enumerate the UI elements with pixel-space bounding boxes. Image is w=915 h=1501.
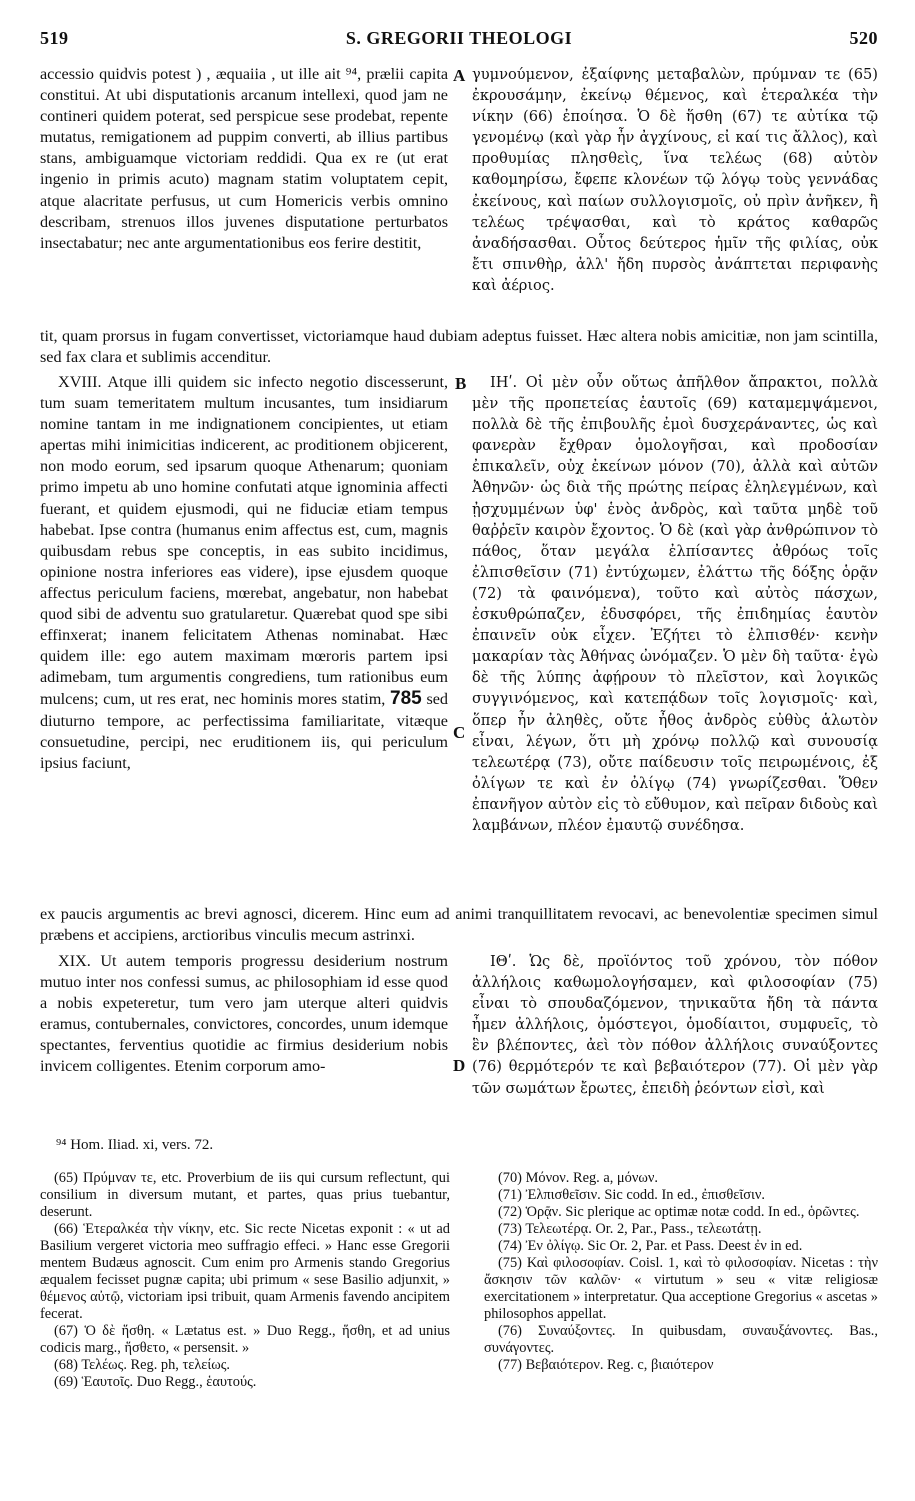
margin-marker-c: C <box>453 723 466 742</box>
greek-text: Οἱ μὲν οὖν οὕτως ἀπῆλθον ἄπρακτοι, πολλὰ μὲν τῆς προπετείας ἑαυτοῖς (69) καταμεμψάμενοι, πολλὰ δὲ τῆς ἐπιβουλῆς ἐμοὶ δυσχεράναντες, ὡς καὶ φανερὰν ἔχθραν ὁμολογῆσαι, καὶ προδοσίαν ἐπικαλεῖν, οὐχ ἐκείνων μόνον (70), ἀλλὰ καὶ αὐτῶν Ἀθηνῶν· ὡς διὰ τῆς πρώτης πείρας ἐληλεγμένων, καὶ ᾐσχυμμένων ὑφ' ἑνὸς ἀνδρὸς, καὶ ταῦτα μηδὲ τοῦ θαῤῥεῖν καιρὸν ἔχοντος. Ὁ δὲ (καὶ γὰρ ἀνθρώπινον τὸ πάθος, ὅταν μεγάλα ἐλπίσαντες ἀθρόως τοῖς ἐλπισθεῖσιν (71) ἐντύχωμεν, ἐλάττω τῆς δόξης ὁρᾷν (72) τὰ φαινόμενα), τοῦτο καὶ αὐτὸς πάσχων, ἐσκυθρώπαζεν, ἐδυσφόρει, τῆς ἐπιδημίας ἑαυτὸν ἐπαινεῖν οὐκ εἶχεν. Ἐζήτει τὸ ἐλπισθέν· κενὴν μακαρίαν τὰς Ἀθήνας ὠνόμαζεν. Ὁ μὲν δὴ ταῦτα· ἐγὼ δὲ τῆς λύπης ἀφῄρουν τὸ πλεῖστον, καὶ λογικῶς συγγινόμενος, καὶ κατεπᾴδων τοῖς λογισμοῖς· καὶ, ὅπερ ἦν ἀληθὲς, οὔτε ἦθος ἀνδρὸς εὐθὺς ἁλωτὸν εἶναι, λέγων, ὅτι μὴ χρόνῳ πολλῷ καὶ συνουσίᾳ τελεωτέρᾳ (73), οὔτε παίδευσιν τοῖς πειρωμένοις, ἐξ ὀλίγων τε καὶ ἐν ὀλίγῳ (74) γνωρίζεσθαι. Ὅθεν ἐπανῆγον αὐτὸν εἰς τὸ εὔθυμον, καὶ πεῖραν διδοὺς καὶ λαμβάνων, πλέον ἐμαυτῷ συνέδησα. <box>472 374 879 834</box>
latin-text: Atque illi quidem sic infecto negotio discesserunt, tum suam temeritatem multum incusantes, tum insidiarum nomine tantam in me indignationem concipientes, ut etiam apertas mihi inimicitias indicerent, ac proditionem objicerent, non modo eorum, sed ipsarum quoque Athenarum; quoniam primo impetu ab uno homine confutati atque ignominia affecti fuerant, et quidem ejusmodi, qui ne fiduciæ etiam tempus habebat. Ipse contra (humanus enim affectus est, cum, magnis quibusdam rebus spe conceptis, in eas subito incidimus, opinione nostra inferiores eas videre), ipse ejusdem quoque affectus periculum faciens, mœrebat, angebatur, non habebat quod sibi de adventu suo gratularetur. Quærebat quod spe sibi effinxerat; inanem felicitatem Athenas nominabat. Hæc quidem ille: ego autem maximam mœroris partem ipsi adimebam, tum argumentis congrediens, tum rationibus eum mulcens; cum, ut res erat, nec hominis mores statim, <box>40 373 449 709</box>
note-66: (66) Ἑτεραλκέα τὴν νίκην, etc. Sic recte Nicetas exponit : « ut ad Basilium vergeret victoria meo suffragio effeci. » Hanc esse Gregorii mentem Budæus agnoscit. Cum enim pro Armenis stando Gregorius æqualem fecisset pugnæ capita; ubi primum « sese Basilio adjunxit, » θέμενος αὐτῷ, victoriam ipsi tribuit, quam Armenis favendo ancipitem fecerat. <box>40 1221 450 1322</box>
greek-paragraph: γυμνούμενον, ἐξαίφνης μεταβαλὼν, πρύμναν τε (65) ἐκρουσάμην, ἐκείνῳ θέμενος, καὶ ἑτεραλκέα τὴν νίκην (66) ἐποίησα. Ὁ δὲ ἥσθη (67) τε αὐτίκα τῷ γενομένῳ (καὶ γὰρ ἦν ἀγχίνους, εἰ καί τις ἄλλος), καὶ προθυμίας πλησθεὶς, ἵνα τελέως (68) αὐτὸν καθομηρίσω, ἔφεπε κλονέων τῷ λόγῳ τοὺς γεννάδας ἐκείνους, καὶ παίων συλλογισμοῖς, οὐ πρὶν ἀνῆκεν, ἢ τελέως τρέψασθαι, καὶ τὸ κράτος καθαρῶς ἀναδήσασθαι. Οὗτος δεύτερος ἡμῖν τῆς φιλίας, οὐκ ἔτι σπινθὴρ, ἀλλ' ἤδη πυρσὸς ἀνάπτεται περιφανὴς καὶ ἀέριος. <box>472 66 878 294</box>
greek-column-1 <box>472 64 878 296</box>
page-number-right: 520 <box>849 28 878 48</box>
section-label: XIX. <box>58 952 91 970</box>
notes-right-column <box>484 1170 878 1374</box>
spanning-text: tit, quam prorsus in fugam convertisset, victoriamque haud dubiam adeptus fuisset. Hæc altera nobis amicitiæ, non jam scintilla, sed fax clara et sublimis accenditur. <box>40 327 878 367</box>
running-title: S. GREGORII THEOLOGI <box>345 28 573 48</box>
section-label: ΙΘʹ. <box>490 953 517 970</box>
latin-paragraph-xviii <box>40 372 448 774</box>
margin-marker-a: A <box>453 66 466 85</box>
footnote-94: ⁹⁴ Hom. Iliad. xi, vers. 72. <box>56 1137 214 1153</box>
latin-paragraph: accessio quidvis potest ) , æquaiia , ut ille ait ⁹⁴, prælii capita constitui. At ubi disputationis arcanum intellexi, quod jam ne contineri quidem poterat, sed perspicue sese prodebat, repente mutatus, remigationem ad puppim converti, ab illius partibus stans, ambiguamque victoriam reddidi. Qua ex re (ut erat ingenio in primis acuto) magnam statim voluptatem cepit, atque alacritate perfusus, ut cum Homericis verbis omnino describam, strenuos illos juvenes disputatione perturbatos insectabatur; nec ante argumentationibus eos ferire destitit, <box>40 65 448 252</box>
note-74: (74) Ἐν ὀλίγῳ. Sic Or. 2, Par. et Pass. Deest ἐν in ed. <box>498 1238 803 1254</box>
note-73: (73) Τελεωτέρᾳ. Or. 2, Par., Pass., τελεωτάτῃ. <box>498 1221 762 1237</box>
page-number-left: 519 <box>40 28 69 48</box>
spanning-line-1 <box>40 326 878 368</box>
latin-text: Ut autem temporis progressu desiderium nostrum mutuo inter nos confessi sumus, ac philosophiam id esse quod a nobis expeteretur, tum vero jam uterque alteri quidvis eramus, contubernales, convictores, concordes, unum idemque spectantes, ferventius quotidie ac firmius desiderium nobis invicem colligentes. Etenim corporum amo- <box>40 952 448 1076</box>
greek-column-3 <box>472 951 878 1099</box>
greek-paragraph-ih <box>472 372 878 836</box>
note-67: (67) Ὁ δὲ ἥσθη. « Lætatus est. » Duo Regg., ἥσθη, et ad unius codicis marg., ἥσθετο, « persensit. » <box>40 1323 450 1356</box>
page-header <box>40 28 878 54</box>
note-68: (68) Τελέως. Reg. ph, τελείως. <box>54 1357 230 1373</box>
greek-column-2 <box>472 372 878 836</box>
note-77: (77) Βεβαιότερον. Reg. c, βιαιότερον <box>498 1357 714 1373</box>
latin-column-1 <box>40 64 448 254</box>
spanning-line-2 <box>40 904 878 946</box>
page-reference: 785 <box>390 688 422 710</box>
latin-column-2 <box>40 372 448 774</box>
note-71: (71) Ἐλπισθεῖσιν. Sic codd. In ed., ἐπισθεῖσιν. <box>498 1187 765 1203</box>
greek-paragraph-ith <box>472 951 878 1099</box>
section-label: XVIII. <box>58 373 102 391</box>
spanning-text: ex paucis argumentis ac brevi agnosci, dicerem. Hinc eum ad animi tranquillitatem revocavi, ac benevolentiæ specimen simul præbens et accipiens, arctioribus vinculis mecum astrinxi. <box>40 905 878 945</box>
latin-column-3 <box>40 951 448 1078</box>
greek-text: Ὡς δὲ, προϊόντος τοῦ χρόνου, τὸν πόθον ἀλλήλοις καθωμολογήσαμεν, καὶ φιλοσοφίαν (75) εἶναι τὸ σπουδαζόμενον, τηνικαῦτα ἤδη τὰ πάντα ἦμεν ἀλλήλοις, ὁμόστεγοι, ὁμοδίαιτοι, συμφυεῖς, τὸ ἓν βλέποντες, ἀεὶ τὸν πόθον ἀλλήλοις συναύξοντες (76) θερμότερόν τε καὶ βεβαιότερον (77). Οἱ μὲν γὰρ τῶν σωμάτων ἔρωτες, ἐπειδὴ ῥεόντων εἰσὶ, καὶ <box>472 953 879 1097</box>
notes-left-column <box>40 1170 450 1391</box>
note-76: (76) Συναύξοντες. In quibusdam, συναυξάνοντες. Bas., συνάγοντες. <box>484 1323 878 1356</box>
margin-marker-d: D <box>453 1056 466 1075</box>
note-75: (75) Καὶ φιλοσοφίαν. Coisl. 1, καὶ τὸ φιλοσοφίαν. Nicetas : τὴν ἄσκησιν τῶν καλῶν· « virtutum » seu « vitæ religiosæ exercitationem » interpretatur. Qua acceptione Gregorius « ascetas » philosophos appellat. <box>484 1255 878 1322</box>
section-label: ΙΗʹ. <box>490 374 518 391</box>
note-65: (65) Πρύμναν τε, etc. Proverbium de iis qui cursum reflectunt, qui consilium in diversum mutant, et partes, quas prius tuebantur, deserunt. <box>40 1170 450 1220</box>
note-69: (69) Ἑαυτοῖς. Duo Regg., ἑαυτούς. <box>54 1374 257 1390</box>
note-70: (70) Μόνον. Reg. a, μόνων. <box>498 1170 658 1186</box>
latin-text-tail: sed diuturno tempore, ac perfectissima familiaritate, vitæque consuetudine, percipi, nec eruditionem iis, qui periculum ipsius faciunt, <box>40 690 449 772</box>
latin-paragraph-xix <box>40 951 448 1078</box>
margin-marker-b: B <box>455 374 467 393</box>
note-72: (72) Ὁρᾷν. Sic plerique ac optimæ notæ codd. In ed., ὁρῶντες. <box>498 1204 860 1220</box>
